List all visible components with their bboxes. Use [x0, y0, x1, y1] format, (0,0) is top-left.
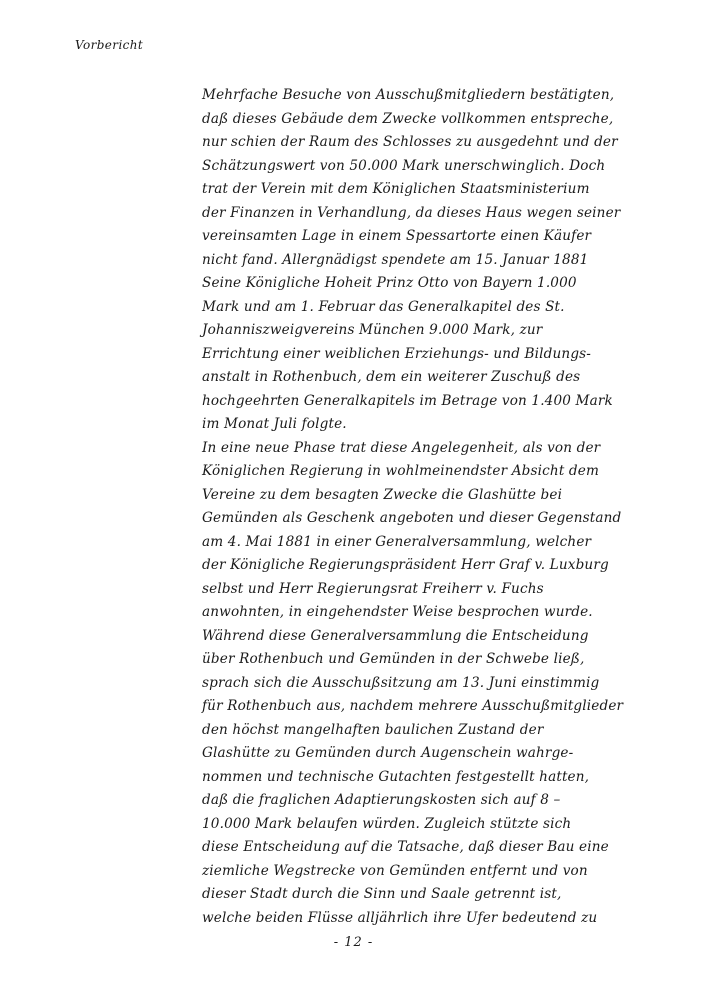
text-line: Seine Königliche Hoheit Prinz Otto von Bayern 1.000 — [202, 275, 577, 291]
text-line: nommen und technische Gutachten festgestellt hatten, — [202, 768, 590, 785]
text-line: hochgeehrten Generalkapitels im Betrage von 1.400 Mark — [202, 392, 613, 409]
text-line: anwohnten, in eingehendster Weise besprochen wurde. — [202, 604, 593, 620]
text-line: sprach sich die Ausschußsitzung am 13. Juni einstimmig — [202, 674, 600, 691]
section-header: Vorbericht — [75, 38, 144, 52]
text-line: über Rothenbuch und Gemünden in der Schwebe ließ, — [202, 651, 585, 667]
text-line: dieser Stadt durch die Sinn und Saale getrennt ist, — [202, 886, 562, 902]
text-line: Vereine zu dem besagten Zwecke die Glashütte bei — [202, 486, 563, 503]
text-line: vereinsamten Lage in einem Spessartorte einen Käufer — [202, 228, 592, 244]
text-line: Königlichen Regierung in wohlmeinendster Absicht dem — [202, 463, 599, 479]
text-line: Glashütte zu Gemünden durch Augenschein wahrge- — [202, 745, 574, 761]
text-line: im Monat Juli folgte. — [202, 416, 347, 432]
page-number: - 12 - — [333, 935, 374, 950]
text-line: Mark und am 1. Februar das Generalkapitel des St. — [202, 298, 565, 315]
text-line: Schätzungswert von 50.000 Mark unerschwinglich. Doch — [202, 157, 606, 174]
text-line: selbst und Herr Regierungsrat Freiherr v. Fuchs — [202, 580, 544, 597]
text-line: den höchst mangelhaften baulichen Zustand der — [202, 721, 544, 738]
text-line: daß dieses Gebäude dem Zwecke vollkommen entspreche, — [202, 110, 614, 127]
text-line: nicht fand. Allergnädigst spendete am 15. Januar 1881 — [202, 251, 589, 268]
text-line: welche beiden Flüsse alljährlich ihre Ufer bedeutend zu — [202, 909, 598, 926]
text-line: Gemünden als Geschenk angeboten und dieser Gegenstand — [202, 510, 622, 526]
text-line: 10.000 Mark belaufen würden. Zugleich stützte sich — [202, 815, 572, 832]
text-line: trat der Verein mit dem Königlichen Staatsministerium — [202, 181, 590, 197]
text-line: daß die fraglichen Adaptierungskosten sich auf 8 – — [202, 792, 561, 808]
text-line: diese Entscheidung auf die Tatsache, daß dieser Bau eine — [202, 839, 609, 855]
text-line: am 4. Mai 1881 in einer Generalversammlung, welcher — [202, 533, 592, 550]
text-line: In eine neue Phase trat diese Angelegenheit, als von der — [202, 439, 601, 456]
text-line: für Rothenbuch aus, nachdem mehrere Ausschußmitglieder — [202, 698, 624, 714]
text-line: Errichtung einer weiblichen Erziehungs- und Bildungs- — [202, 345, 592, 362]
text-line: Johanniszweigvereins München 9.000 Mark, zur — [202, 322, 543, 338]
text-line: nur schien der Raum des Schlosses zu ausgedehnt und der — [202, 134, 618, 150]
text-line: der Finanzen in Verhandlung, da dieses Haus wegen seiner — [202, 204, 621, 221]
text-line: Während diese Generalversammlung die Entscheidung — [202, 627, 589, 644]
text-line: anstalt in Rothenbuch, dem ein weiterer Zuschuß des — [202, 369, 581, 385]
text-line: der Königliche Regierungspräsident Herr Graf v. Luxburg — [202, 557, 609, 573]
text-line: Mehrfache Besuche von Ausschußmitgliedern bestätigten, — [202, 87, 615, 103]
body-text — [202, 84, 642, 930]
text-line: ziemliche Wegstrecke von Gemünden entfernt und von — [202, 862, 588, 879]
